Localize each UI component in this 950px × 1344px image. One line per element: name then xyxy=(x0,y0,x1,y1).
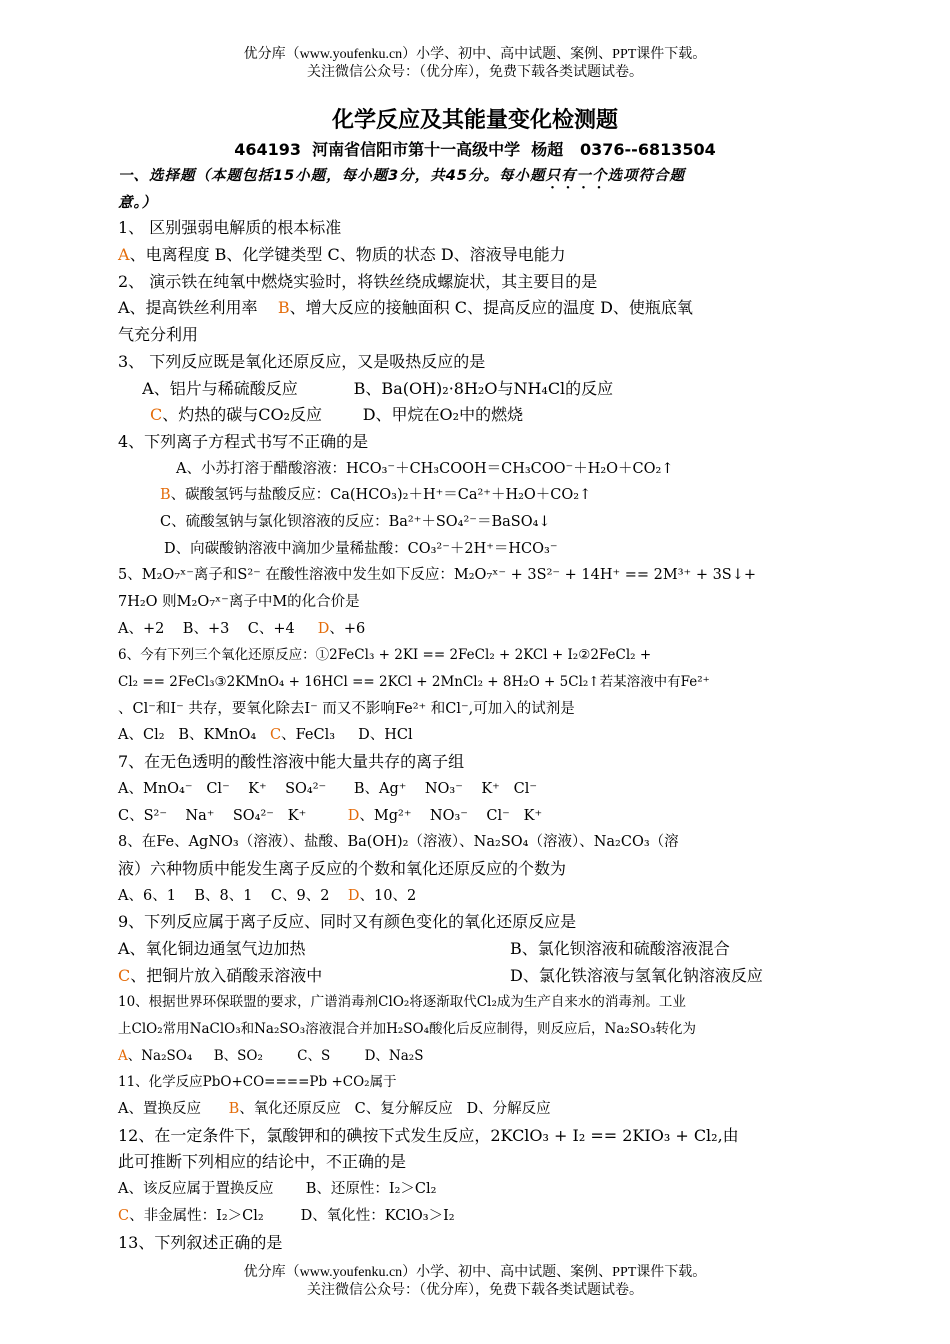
q9-answer-mark: C xyxy=(118,965,131,985)
q4-stem: 4、下列离子方程式书写不正确的是 xyxy=(118,431,369,451)
q8-line-2: 液）六种物质中能发生离子反应的个数和氧化还原反应的个数为 xyxy=(118,858,567,878)
q5-stem: 5、M₂O₇ˣ⁻离子和S²⁻ 在酸性溶液中发生如下反应：M₂O₇ˣ⁻ + 3S²⁻ + 14H⁺ == 2M³⁺ + 3S↓+ xyxy=(118,567,757,584)
q10-options-text: 、Na₂SO₄ B、SO₂ C、S D、Na₂S xyxy=(127,1047,424,1064)
q9-options-cd xyxy=(118,963,836,990)
q7-option-c: C、S²⁻ Na⁺ SO₄²⁻ K⁺ xyxy=(118,807,348,824)
page-title: 化学反应及其能量变化检测题 xyxy=(331,108,618,133)
section-emphasis: 只有一个 xyxy=(545,168,608,184)
q1-options xyxy=(118,242,836,269)
q5-option-d: 、+6 xyxy=(329,620,366,637)
q4-answer-mark: B xyxy=(160,487,171,504)
q2-options xyxy=(118,295,836,322)
footer-line-2: 关注微信公众号：（优分库），免费下载各类试题试卷。 xyxy=(307,1283,643,1298)
q5-options xyxy=(118,616,836,643)
q5-stem-cont: 7H₂O 则M₂O₇ˣ⁻离子中M的化合价是 xyxy=(118,594,360,610)
q7-option-d: 、Mg²⁺ NO₃⁻ Cl⁻ K⁺ xyxy=(359,807,543,824)
q12-line-2: 此可推断下列相应的结论中，不正确的是 xyxy=(118,1152,407,1172)
q6-line-1: 6、今有下列三个氧化还原反应：①2FeCl₃ + 2KI == 2FeCl₂ + 2KCl + I₂②2FeCl₂ + xyxy=(118,647,652,664)
q4-option-a: A、小苏打溶于醋酸溶液：HCO₃⁻＋CH₃COOH＝CH₃COO⁻＋H₂O＋CO₂↑ xyxy=(176,460,674,477)
q10-line-1: 10、根据世界环保联盟的要求，广谱消毒剂ClO₂将逐渐取代Cl₂成为生产自来水的消毒剂。工业 xyxy=(118,994,686,1011)
q4-option-c: C、硫酸氢钠与氯化钡溶液的反应：Ba²⁺＋SO₄²⁻＝BaSO₄↓ xyxy=(160,513,551,530)
q3-options-text: 、灼热的碳与CO₂反应 D、甲烷在O₂中的燃烧 xyxy=(162,405,524,425)
q2-option-a: A、提高铁丝利用率 xyxy=(118,298,278,318)
section-heading-text-2: 选项符合题 xyxy=(607,168,685,184)
q9-stem: 9、下列反应属于离子反应、同时又有颜色变化的氧化还原反应是 xyxy=(118,912,577,932)
q7-stem: 7、在无色透明的酸性溶液中能大量共存的离子组 xyxy=(118,752,465,772)
q12-options-ab: A、该反应属于置换反应 B、还原性：I₂＞Cl₂ xyxy=(118,1181,437,1198)
q9-option-c: 、把铜片放入硝酸汞溶液中 xyxy=(130,965,323,985)
q9-option-d: D、氯化铁溶液与氢氧化钠溶液反应 xyxy=(510,965,763,985)
q10-answer-mark: A xyxy=(118,1047,128,1064)
page-subtitle: 464193 河南省信阳市第十一高级中学 杨超 0376--6813504 xyxy=(234,140,716,159)
q8-option-d: 、10、2 xyxy=(359,887,417,904)
q11-options-text: 、氧化还原反应 C、复分解反应 D、分解反应 xyxy=(239,1101,551,1118)
q6-option-c: 、FeCl₃ D、HCl xyxy=(281,727,413,744)
q8-options-text: A、6、1 B、8、1 C、9、2 xyxy=(118,887,348,904)
q4-option-d: D、向碳酸钠溶液中滴加少量稀盐酸：CO₃²⁻＋2H⁺＝HCO₃⁻ xyxy=(164,540,558,557)
q11-stem: 11、化学反应PbO+CO====Pb +CO₂属于 xyxy=(118,1074,397,1091)
q3-answer-mark: C xyxy=(150,405,163,425)
q8-answer-mark: D xyxy=(347,887,360,904)
q11-option-a: A、置换反应 xyxy=(118,1101,229,1118)
q6-options-text: A、Cl₂ B、KMnO₄ xyxy=(118,727,271,744)
q1-options-text: 、电离程度 B、化学键类型 C、物质的状态 D、溶液导电能力 xyxy=(129,245,566,265)
exam-content xyxy=(118,162,836,1256)
q2-options-cont: 气充分利用 xyxy=(118,325,199,345)
page-header xyxy=(0,46,950,82)
q6-line-3: 、Cl⁻和I⁻ 共存，要氧化除去I⁻ 而又不影响Fe²⁺ 和Cl⁻,可加入的试剂是 xyxy=(118,700,575,717)
q12-options-cd xyxy=(118,1203,836,1230)
section-heading-line-2: 意。） xyxy=(118,194,158,211)
q5-answer-mark: D xyxy=(317,620,330,637)
header-line-1: 优分库（www.youfenku.cn）小学、初中、高中试题、案例、PPT课件下载。 xyxy=(243,47,707,62)
q12-answer-mark: C xyxy=(118,1207,130,1224)
q1-stem: 1、 区别强弱电解质的根本标准 xyxy=(118,218,342,238)
q9-option-b: B、氯化钡溶液和硫酸溶液混合 xyxy=(510,938,730,958)
q11-options xyxy=(118,1096,836,1123)
q3-options-ab: A、铝片与稀硫酸反应 B、Ba(OH)₂·8H₂O与NH₄Cl的反应 xyxy=(132,378,614,398)
q2-answer-mark: B xyxy=(277,298,290,318)
section-heading xyxy=(118,162,836,189)
q2-options-text: 、增大反应的接触面积 C、提高反应的温度 D、使瓶底氧 xyxy=(289,298,693,318)
section-heading-text: 一、选择题（本题包括15小题，每小题3分，共45分。每小题 xyxy=(118,168,546,184)
section-heading-cont xyxy=(118,189,836,216)
q6-line-2: Cl₂ == 2FeCl₃③2KMnO₄ + 16HCl == 2KCl + 2MnCl₂ + 8H₂O + 5Cl₂↑若某溶液中有Fe²⁺ xyxy=(118,674,710,691)
q10-line-2: 上ClO₂常用NaClO₃和Na₂SO₃溶液混合并加H₂SO₄酸化后反应制得，则反应后，Na₂SO₃转化为 xyxy=(118,1021,697,1037)
q6-answer-mark: C xyxy=(270,727,282,744)
q8-options xyxy=(118,883,836,910)
q12-line-1: 12、在一定条件下，氯酸钾和的碘按下式发生反应，2KClO₃ + I₂ == 2KIO₃ + Cl₂,由 xyxy=(118,1125,739,1145)
q2-stem: 2、 演示铁在纯氧中燃烧实验时，将铁丝绕成螺旋状，其主要目的是 xyxy=(118,271,598,291)
q4-option-b xyxy=(118,482,836,509)
q10-options xyxy=(118,1043,836,1070)
header-line-2: 关注微信公众号：（优分库），免费下载各类试题试卷。 xyxy=(307,65,643,80)
page-footer xyxy=(0,1264,950,1300)
q5-options-text: A、+2 B、+3 C、+4 xyxy=(118,620,318,637)
q1-answer-mark: A xyxy=(118,245,130,265)
q4-option-b-text: 、碳酸氢钙与盐酸反应：Ca(HCO₃)₂＋H⁺＝Ca²⁺＋H₂O＋CO₂↑ xyxy=(170,487,592,504)
q7-options-ab: A、MnO₄⁻ Cl⁻ K⁺ SO₄²⁻ B、Ag⁺ NO₃⁻ K⁺ Cl⁻ xyxy=(118,780,538,797)
q7-options-cd xyxy=(118,803,836,830)
footer-line-1: 优分库（www.youfenku.cn）小学、初中、高中试题、案例、PPT课件下载。 xyxy=(243,1265,707,1280)
q6-options xyxy=(118,722,836,749)
q9-option-a: A、氧化铜边通氢气边加热 xyxy=(118,938,306,958)
q3-options-cd xyxy=(118,402,836,429)
q9-options-ab xyxy=(118,936,836,963)
q13-stem: 13、下列叙述正确的是 xyxy=(118,1232,283,1252)
q3-stem: 3、 下列反应既是氧化还原反应，又是吸热反应的是 xyxy=(118,351,486,371)
q11-answer-mark: B xyxy=(228,1101,240,1118)
q8-line-1: 8、在Fe、AgNO₃（溶液）、盐酸、Ba(OH)₂（溶液）、Na₂SO₄（溶液）、Na₂CO₃（溶 xyxy=(118,834,679,851)
q7-answer-mark: D xyxy=(347,807,360,824)
q12-options-text: 、非金属性：I₂＞Cl₂ D、氧化性：KClO₃＞I₂ xyxy=(129,1207,455,1224)
